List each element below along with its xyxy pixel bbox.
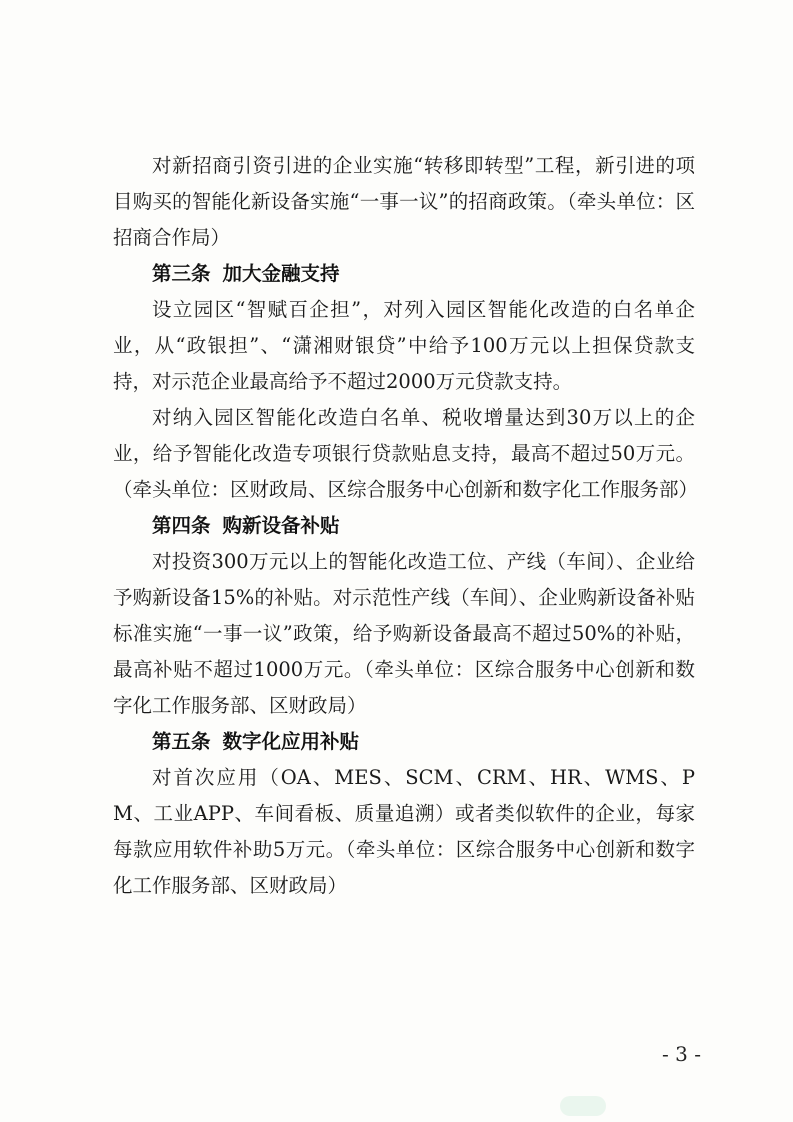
article-title: 加大金融支持: [222, 262, 340, 285]
document-body: [113, 148, 699, 904]
article-heading-5: [113, 724, 695, 760]
intro-paragraph: 对新招商引资引进的企业实施“转移即转型”工程，新引进的项目购买的智能化新设备实施“一事一议”的招商政策。（牵头单位：区招商合作局）: [113, 154, 695, 249]
article-3-paragraph-1: 设立园区“智赋百企担”，对列入园区智能化改造的白名单企业，从“政银担”、“潇湘财银贷”中给予100万元以上担保贷款支持，对示范企业最高给予不超过2000万元贷款支持。: [113, 298, 695, 393]
article-number: 第四条: [152, 514, 211, 537]
article-title: 数字化应用补贴: [222, 730, 360, 753]
page-number: - 3 -: [662, 1042, 701, 1066]
article-heading-4: [113, 508, 695, 544]
scan-smudge: [560, 1096, 606, 1116]
article-number: 第五条: [152, 730, 211, 753]
article-heading-3: [113, 256, 695, 292]
article-4-paragraph-1: 对投资300万元以上的智能化改造工位、产线（车间）、企业给予购新设备15%的补贴。对示范性产线（车间）、企业购新设备补贴标准实施“一事一议”政策，给予购新设备最高不超过50%的补贴，最高补贴不超过1000万元。（牵头单位：区综合服务中心创新和数字化工作服务部、区财政局）: [113, 550, 695, 717]
article-number: 第三条: [152, 262, 211, 285]
article-3-paragraph-2: 对纳入园区智能化改造白名单、税收增量达到30万以上的企业，给予智能化改造专项银行贷款贴息支持，最高不超过50万元。（牵头单位：区财政局、区综合服务中心创新和数字化工作服务部）: [113, 406, 699, 501]
article-title: 购新设备补贴: [222, 514, 340, 537]
article-5-paragraph-1: 对首次应用（OA、MES、SCM、CRM、HR、WMS、PM、工业APP、车间看板、质量追溯）或者类似软件的企业，每家每款应用软件补助5万元。（牵头单位：区综合服务中心创新和数字化工作服务部、区财政局）: [113, 766, 695, 897]
